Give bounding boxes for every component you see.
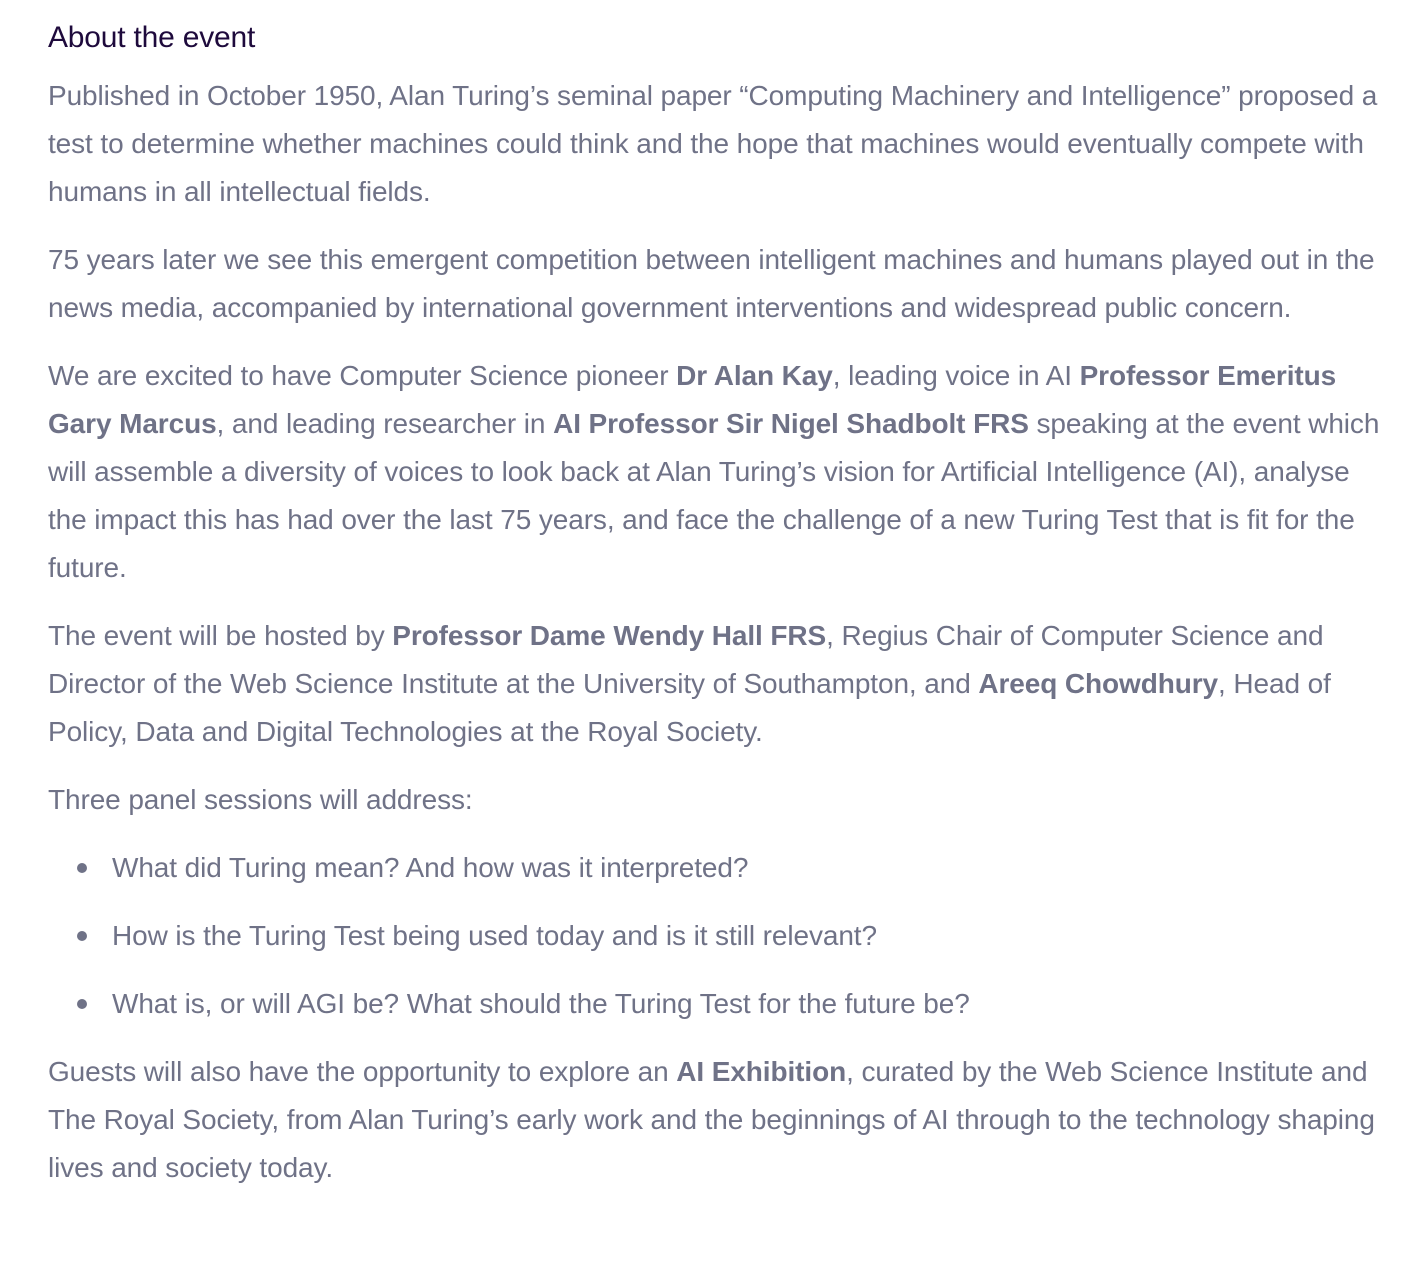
- paragraph-emergent-competition: 75 years later we see this emergent competition between intelligent machines and humans played out in the news media, accompanied by international government interventions and widespread public concern.: [48, 244, 1375, 323]
- paragraph-exhibition: [48, 1048, 1385, 1192]
- panel-session-text: What is, or will AGI be? What should the Turing Test for the future be?: [112, 988, 970, 1019]
- speakers-text: , leading voice in AI: [832, 360, 1080, 391]
- speaker-nigel-shadbolt: AI Professor Sir Nigel Shadbolt FRS: [553, 408, 1029, 439]
- speaker-gary-marcus: Professor Emeritus Gary Marcus: [48, 360, 1337, 439]
- section-title: About the event: [48, 21, 256, 54]
- hosts-text: , Regius Chair of Computer Science and Director of the Web Science Institute at the University of Southampton, and: [48, 620, 1324, 699]
- paragraph-panel-intro: Three panel sessions will address:: [48, 784, 473, 815]
- paragraph-hosts: [48, 612, 1385, 756]
- host-wendy-hall: Professor Dame Wendy Hall FRS: [392, 620, 827, 651]
- list-item: [112, 980, 1385, 1028]
- speakers-text: speaking at the event which will assemble a diversity of voices to look back at Alan Turing’s vision for Artificial Intelligence (AI), analyse the impact this has had over the last 75 years, and face the challenge of a new Turing Test that is fit for the future.: [48, 408, 1380, 583]
- list-item: [112, 844, 1385, 892]
- panel-session-text: What did Turing mean? And how was it interpreted?: [112, 852, 749, 883]
- bullet-icon: [77, 999, 87, 1009]
- ai-exhibition: AI Exhibition: [676, 1056, 847, 1087]
- speakers-text: , and leading researcher in: [216, 408, 554, 439]
- panel-sessions-list: [48, 844, 1385, 1028]
- paragraph-turing-paper: Published in October 1950, Alan Turing’s seminal paper “Computing Machinery and Intelligence” proposed a test to determine whether machines could think and the hope that machines would eventually compete with humans in all intellectual fields.: [48, 80, 1378, 207]
- hosts-text: , Head of Policy, Data and Digital Technologies at the Royal Society.: [48, 668, 1331, 747]
- hosts-text: The event will be hosted by: [48, 620, 393, 651]
- host-areeq-chowdhury: Areeq Chowdhury: [978, 668, 1219, 699]
- bullet-icon: [77, 863, 87, 873]
- bullet-icon: [77, 931, 87, 941]
- exhibition-text: , curated by the Web Science Institute and The Royal Society, from Alan Turing’s early work and the beginnings of AI through to the technology shaping lives and society today.: [48, 1056, 1375, 1183]
- speakers-text: We are excited to have Computer Science pioneer: [48, 360, 677, 391]
- paragraph-speakers: [48, 352, 1385, 592]
- panel-session-text: How is the Turing Test being used today and is it still relevant?: [112, 920, 877, 951]
- list-item: [112, 912, 1385, 960]
- exhibition-text: Guests will also have the opportunity to explore an: [48, 1056, 677, 1087]
- speaker-alan-kay: Dr Alan Kay: [676, 360, 833, 391]
